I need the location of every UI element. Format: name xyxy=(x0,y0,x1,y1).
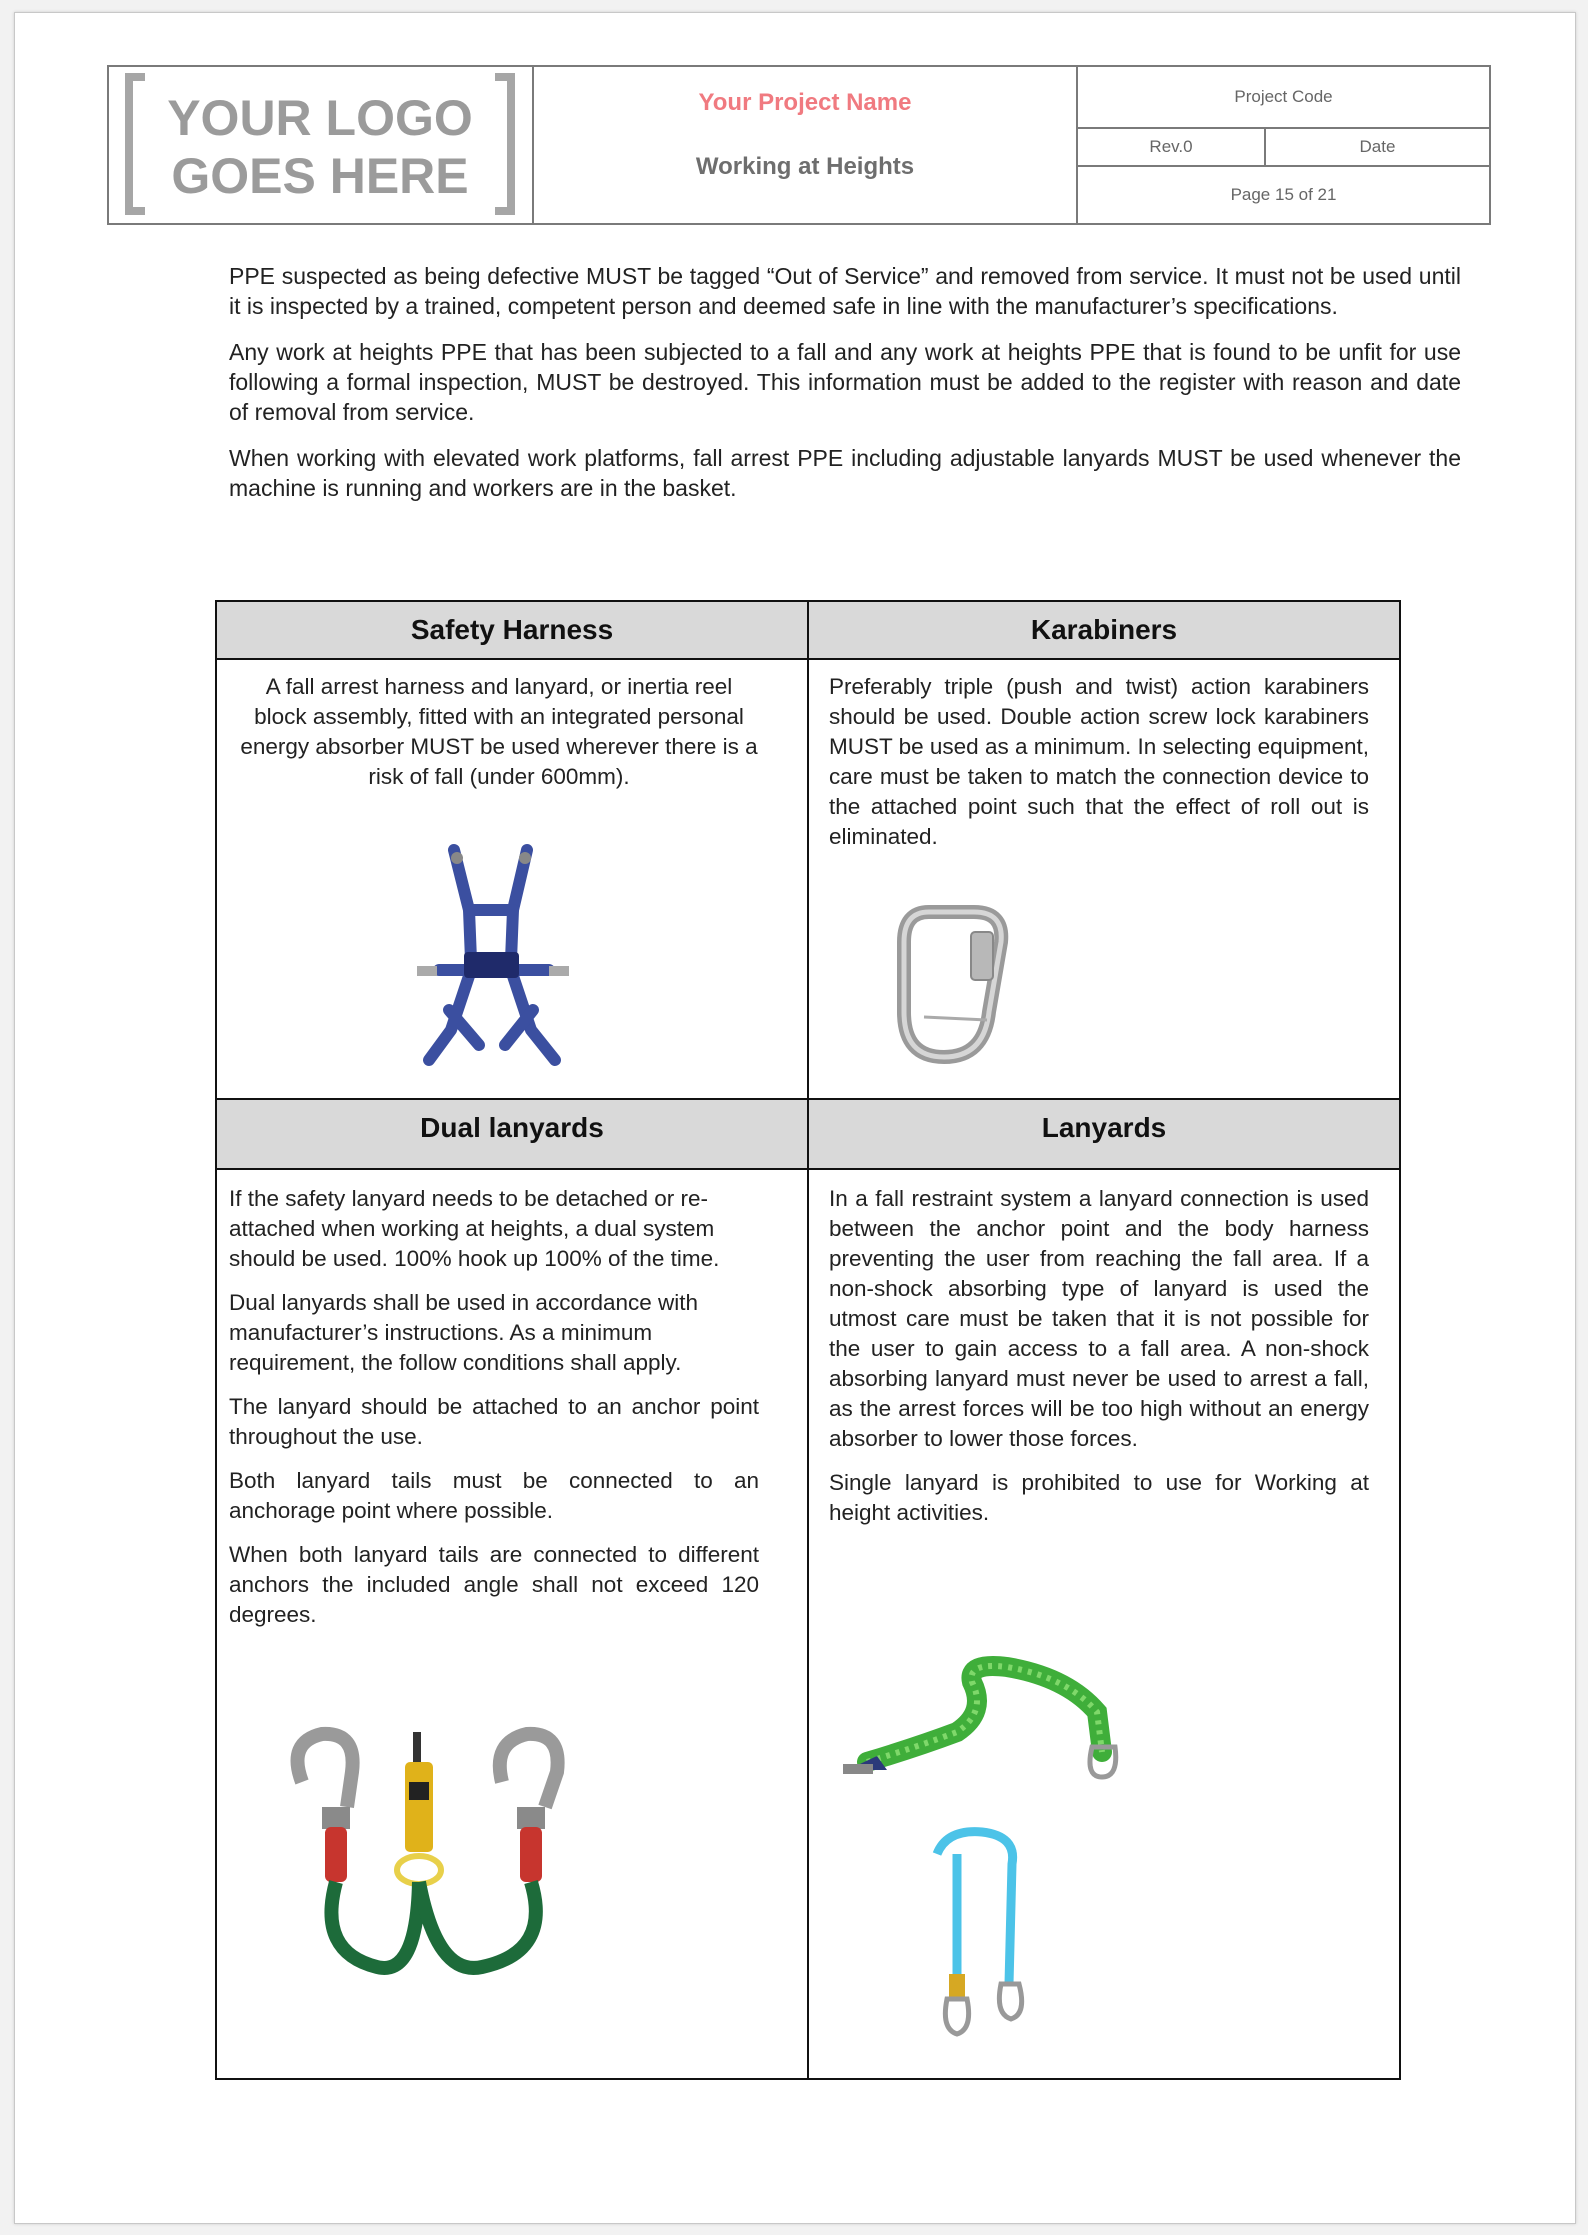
table-divider-vertical xyxy=(807,602,809,2078)
karabiners-heading: Karabiners xyxy=(809,602,1399,660)
document-page xyxy=(14,12,1576,2224)
dual-lanyards-paragraph: Dual lanyards shall be used in accordance with manufacturer’s instructions. As a minimum requirement, the follow conditions shall apply. xyxy=(229,1290,699,1375)
project-code-label: Project Code xyxy=(1078,67,1489,129)
logo-cell xyxy=(109,67,534,223)
dual-lanyards-heading: Dual lanyards xyxy=(217,1100,807,1170)
dual-lanyards-paragraph: Both lanyard tails must be connected to an anchorage point where possible. xyxy=(229,1468,759,1523)
karabiner-image xyxy=(889,902,1019,1072)
intro-text xyxy=(229,261,1461,519)
ppe-table xyxy=(215,600,1401,2080)
safety-harness-image xyxy=(409,840,579,1068)
lanyards-heading: Lanyards xyxy=(809,1100,1399,1170)
safety-harness-text: A fall arrest harness and lanyard, or inertia reel block assembly, fitted with an integrated personal energy absorber MUST be used wherever there is a risk of fall (under 600mm). xyxy=(240,674,758,789)
lanyards-paragraph: In a fall restraint system a lanyard connection is used between the anchor point and the body harness preventing the user from reaching the fall area. If a non-shock absorbing type of lanyard is used the utmost care must be taken that it is not possible for the user to gain access to a fall area. A non-shock absorbing lanyard must never be used to arrest a fall, as the arrest forces will be too high without an energy absorber to lower those forces. xyxy=(829,1186,1369,1451)
intro-paragraph: When working with elevated work platforms, fall arrest PPE including adjustable lanyards MUST be used whenever the machine is running and workers are in the basket. xyxy=(229,445,1461,501)
intro-paragraph: PPE suspected as being defective MUST be tagged “Out of Service” and removed from service. It must not be used until it is inspected by a trained, competent person and deemed safe in line with the manufacturer’s specifications. xyxy=(229,263,1461,319)
date-label: Date xyxy=(1266,129,1489,167)
restraint-lanyard-image xyxy=(917,1824,1047,2054)
karabiners-text: Preferably triple (push and twist) action karabiners should be used. Double action screw lock karabiners MUST be used as a minimum. In selecting equipment, care must be taken to match the connection device to the attached point such that the effect of roll out is eliminated. xyxy=(829,674,1369,849)
logo-placeholder xyxy=(125,73,515,215)
document-header xyxy=(107,65,1491,225)
document-subject: Working at Heights xyxy=(695,153,915,180)
logo-text xyxy=(153,89,487,205)
logo-line-2: GOES HERE xyxy=(171,148,469,204)
intro-paragraph: Any work at heights PPE that has been subjected to a fall and any work at heights PPE that is found to be unfit for use following a formal inspection, MUST be destroyed. This information must be added to the register with reason and date of removal from service. xyxy=(229,339,1461,425)
title-cell xyxy=(534,67,1078,223)
dual-lanyards-paragraph: If the safety lanyard needs to be detached or re-attached when working at heights, a dual system should be used. 100% hook up 100% of the time. xyxy=(229,1186,720,1271)
project-name: Your Project Name xyxy=(698,89,912,116)
lanyards-paragraph: Single lanyard is prohibited to use for Working at height activities. xyxy=(829,1470,1369,1525)
meta-cell xyxy=(1078,67,1489,223)
dual-lanyards-paragraph: The lanyard should be attached to an anchor point throughout the use. xyxy=(229,1394,759,1449)
logo-left-bracket xyxy=(125,73,145,215)
dual-lanyard-image xyxy=(277,1722,577,1992)
safety-harness-heading: Safety Harness xyxy=(217,602,807,660)
logo-line-1: YOUR LOGO xyxy=(167,90,473,146)
lanyards-text xyxy=(829,1184,1369,1542)
dual-lanyards-text xyxy=(229,1184,759,1644)
dual-lanyards-paragraph: When both lanyard tails are connected to different anchors the included angle shall not exceed 120 degrees. xyxy=(229,1542,759,1627)
logo-right-bracket xyxy=(495,73,515,215)
page-number: Page 15 of 21 xyxy=(1230,185,1337,204)
shock-absorbing-lanyard-image xyxy=(837,1652,1137,1782)
revision-label: Rev.0 xyxy=(1078,129,1266,167)
